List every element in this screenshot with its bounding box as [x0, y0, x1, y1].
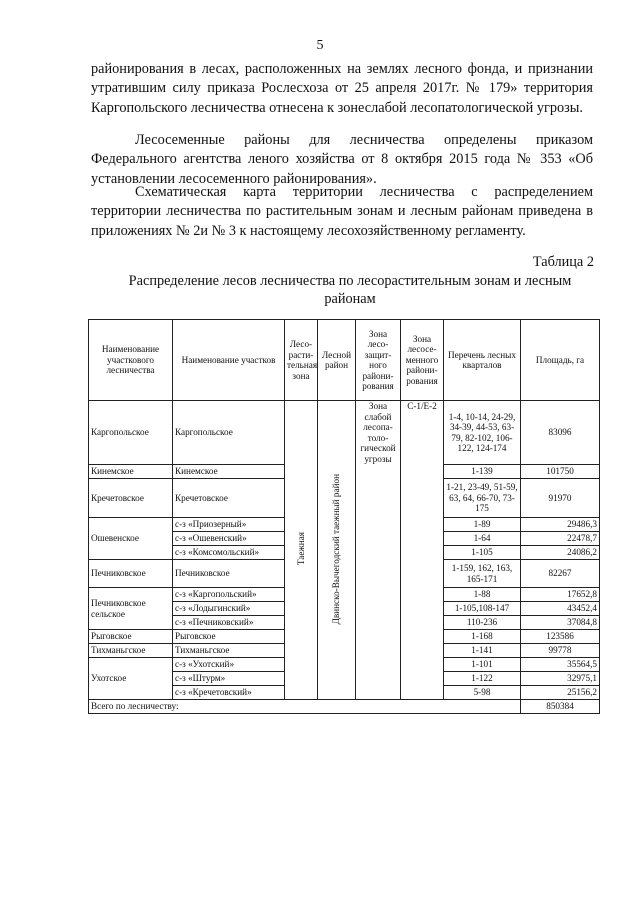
- tract-cell: с-з «Лодыгинский»: [173, 602, 285, 616]
- veg-zone-label: Таежная: [295, 532, 306, 566]
- area-cell: 24086,2: [521, 546, 600, 560]
- paragraph-2: Лесосеменные районы для лесничества определены приказом Федерального агентства леного хозяйства от 8 октября 2015 года № 353 «Об установлении лесосеменного районирования».: [91, 132, 593, 187]
- area-cell: 37084,8: [521, 616, 600, 630]
- tract-cell: с-з «Печниковский»: [173, 616, 285, 630]
- tract-cell: Тихманьгское: [173, 644, 285, 658]
- header-forest-region: Лесной район: [318, 320, 356, 401]
- tract-cell: Рыговское: [173, 630, 285, 644]
- tract-cell: с-з «Штурм»: [173, 672, 285, 686]
- quarters-cell: 1-101: [444, 658, 521, 672]
- area-cell: 101750: [521, 465, 600, 479]
- header-protection-zone: Зона лесо-защит-ного райони-рования: [356, 320, 401, 401]
- area-cell: 22478,7: [521, 532, 600, 546]
- forest-distribution-table: [88, 319, 600, 714]
- quarters-cell: 1-64: [444, 532, 521, 546]
- area-cell: 91970: [521, 479, 600, 518]
- tract-cell: с-з «Кречетовский»: [173, 686, 285, 700]
- header-area: Площадь, га: [521, 320, 600, 401]
- quarters-cell: 1-141: [444, 644, 521, 658]
- header-tract: Наименование участков: [173, 320, 285, 401]
- district-cell: Рыговское: [89, 630, 173, 644]
- forest-region-cell: [318, 401, 356, 700]
- tract-cell: Кречетовское: [173, 479, 285, 518]
- area-cell: 83096: [521, 401, 600, 465]
- district-cell: Кречетовское: [89, 479, 173, 518]
- tract-cell: с-з «Комсомольский»: [173, 546, 285, 560]
- district-cell: Печниковское: [89, 560, 173, 588]
- quarters-cell: 110-236: [444, 616, 521, 630]
- area-cell: 29486,3: [521, 518, 600, 532]
- header-district: Наименование участкового лесничества: [89, 320, 173, 401]
- table-title: Распределение лесов лесничества по лесорастительным зонам и лесным районам: [128, 273, 572, 307]
- quarters-cell: 1-89: [444, 518, 521, 532]
- area-cell: 99778: [521, 644, 600, 658]
- tract-cell: с-з «Каргопольский»: [173, 588, 285, 602]
- table-row: [89, 401, 600, 465]
- quarters-cell: 5-98: [444, 686, 521, 700]
- district-cell: Тихманьгское: [89, 644, 173, 658]
- quarters-cell: 1-105: [444, 546, 521, 560]
- quarters-cell: 1-159, 162, 163, 165-171: [444, 560, 521, 588]
- seed-zone-cell: С-1/Е-2: [401, 401, 444, 700]
- table-label: Таблица 2: [532, 254, 594, 270]
- header-veg-zone: Лесо-расти-тельная зона: [285, 320, 318, 401]
- protection-zone-cell: Зона слабой лесопа-толо-гической угрозы: [356, 401, 401, 700]
- total-label: Всего по лесничеству:: [89, 700, 521, 714]
- quarters-cell: 1-122: [444, 672, 521, 686]
- area-cell: 123586: [521, 630, 600, 644]
- veg-zone-cell: [285, 401, 318, 700]
- quarters-cell: 1-21, 23-49, 51-59, 63, 64, 66-70, 73-175: [444, 479, 521, 518]
- quarters-cell: 1-105,108-147: [444, 602, 521, 616]
- tract-cell: с-з «Ухотский»: [173, 658, 285, 672]
- area-cell: 25156,2: [521, 686, 600, 700]
- paragraph-1: районирования в лесах, расположенных на землях лесного фонда, и признании утратившим силу приказа Рослесхоза от 25 апреля 2017г. № 179» территория Каргопольского лесничества отнесена к зонеслабой лесопатологической угрозы.: [91, 61, 593, 116]
- header-quarters: Перечень лесных кварталов: [444, 320, 521, 401]
- area-cell: 43452,4: [521, 602, 600, 616]
- page-number: 5: [316, 38, 324, 53]
- tract-cell: Печниковское: [173, 560, 285, 588]
- area-cell: 32975,1: [521, 672, 600, 686]
- tract-cell: Каргопольское: [173, 401, 285, 465]
- area-cell: 17652,8: [521, 588, 600, 602]
- district-cell: Ошевенское: [89, 518, 173, 560]
- quarters-cell: 1-88: [444, 588, 521, 602]
- quarters-cell: 1-168: [444, 630, 521, 644]
- district-cell: Кинемское: [89, 465, 173, 479]
- district-cell: Каргопольское: [89, 401, 173, 465]
- tract-cell: с-з «Приозерный»: [173, 518, 285, 532]
- table-total-row: [89, 700, 600, 714]
- district-cell: Ухотское: [89, 658, 173, 700]
- tract-cell: Кинемское: [173, 465, 285, 479]
- district-cell: Печниковское сельское: [89, 588, 173, 630]
- forest-region-label: Двинско-Вычегодский таежный район: [331, 473, 342, 624]
- header-seed-zone: Зона лесосе-менного райони-рования: [401, 320, 444, 401]
- total-area: 850384: [521, 700, 600, 714]
- quarters-cell: 1-139: [444, 465, 521, 479]
- area-cell: 35564,5: [521, 658, 600, 672]
- quarters-cell: 1-4, 10-14, 24-29, 34-39, 44-53, 63-79, 82-102, 106-122, 124-174: [444, 401, 521, 465]
- area-cell: 82267: [521, 560, 600, 588]
- paragraph-3: Схематическая карта территории лесничества с распределением территории лесничества по растительным зонам и лесным районам приведена в приложениях № 2и № 3 к настоящему лесохозяйственному регламенту.: [91, 184, 593, 239]
- tract-cell: с-з «Ошевенский»: [173, 532, 285, 546]
